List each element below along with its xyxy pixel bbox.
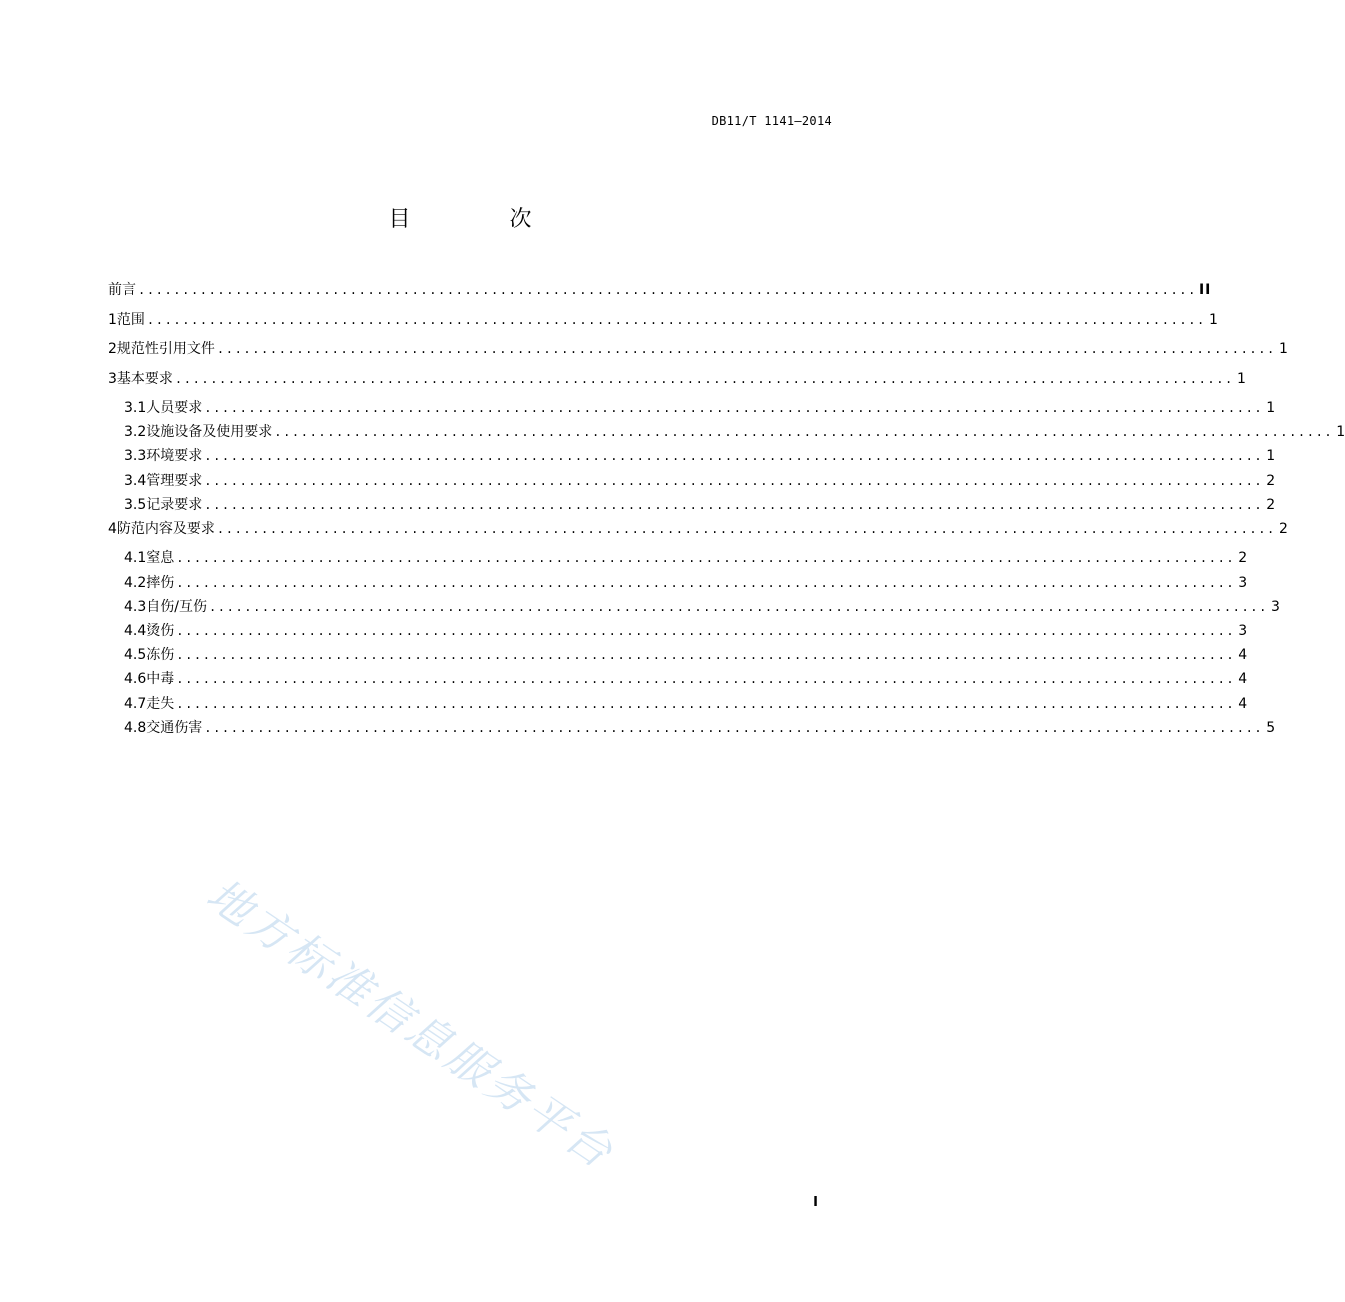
toc-entry-label: 冻伤: [146, 647, 175, 664]
toc-entry-page: 1: [1336, 424, 1345, 441]
toc-leader-dots: ........................................................................................................................: [208, 599, 1268, 614]
toc-entry-label: 记录要求: [146, 496, 203, 513]
toc-leader-dots: ........................................................................................................................: [204, 473, 1264, 488]
watermark-text: 地方标准信息服务平台: [197, 869, 624, 1180]
toc-entry-number: 4.4: [124, 623, 147, 639]
toc-entry-page: 2: [1238, 550, 1248, 567]
toc-entry-label: 自伤/互伤: [146, 598, 207, 615]
toc-entry-label: 窒息: [146, 550, 175, 567]
toc-entry-page: 3: [1271, 598, 1280, 615]
toc-leader-dots: ........................................................................................................................: [204, 449, 1264, 464]
toc-entry-number: 1: [108, 311, 117, 328]
page-number: I: [813, 1195, 818, 1210]
toc-entry-label: 管理要求: [146, 472, 203, 489]
toc-entry[interactable]: [108, 279, 1212, 309]
toc-entry-label: 设施设备及使用要求: [146, 424, 273, 441]
document-code: DB11/T 1141—2014: [711, 114, 832, 128]
toc-entry-label: 中毒: [146, 671, 175, 688]
table-of-contents: [108, 279, 1345, 741]
toc-title: 目 次: [388, 207, 578, 232]
toc-leader-dots: ........................................................................................................................: [216, 521, 1276, 536]
toc-entry[interactable]: [108, 693, 1248, 717]
toc-entry-page: 1: [1266, 448, 1276, 465]
toc-entry-label: 交通伤害: [146, 719, 203, 736]
toc-entry-number: 3.5: [124, 496, 147, 513]
toc-entry[interactable]: [108, 518, 1288, 548]
toc-entry[interactable]: [108, 596, 1280, 620]
toc-entry[interactable]: [108, 470, 1276, 494]
toc-entry-page: 3: [1238, 623, 1248, 639]
toc-entry-number: 4.5: [124, 647, 147, 664]
toc-entry-number: 4.3: [124, 598, 147, 615]
toc-entry-page: 1: [1278, 341, 1288, 357]
toc-leader-dots: ........................................................................................................................: [216, 342, 1276, 356]
toc-leader-dots: ........................................................................................................................: [176, 696, 1236, 711]
toc-leader-dots: ........................................................................................................................: [274, 425, 1334, 440]
toc-entry-number: 3.4: [124, 472, 147, 489]
toc-entry-number: 2: [108, 341, 117, 357]
toc-entry-number: 4.1: [124, 550, 147, 567]
toc-entry-page: 1: [1208, 311, 1218, 328]
toc-entry-label: 前言: [108, 282, 136, 298]
toc-entry-page: 5: [1266, 719, 1276, 736]
toc-entry-number: 4.6: [124, 671, 147, 688]
toc-entry-label: 防范内容及要求: [116, 520, 215, 537]
toc-entry-label: 规范性引用文件: [116, 341, 215, 357]
toc-entry[interactable]: [108, 445, 1276, 469]
toc-leader-dots: ........................................................................................................................: [204, 720, 1264, 735]
toc-entry-page: 1: [1266, 400, 1276, 416]
toc-entry-number: 3.3: [124, 448, 147, 465]
toc-entry-page: 1: [1236, 370, 1246, 387]
toc-entry-number: 4.7: [124, 695, 147, 712]
toc-entry-label: 人员要求: [146, 400, 203, 416]
toc-entry[interactable]: [108, 309, 1218, 339]
toc-entry-label: 摔伤: [146, 574, 175, 591]
toc-leader-dots: ........................................................................................................................: [204, 401, 1264, 415]
toc-entry[interactable]: [108, 494, 1276, 518]
toc-leader-dots: ........................................................................................................................: [176, 551, 1236, 566]
toc-entry-number: 3: [108, 370, 117, 387]
toc-leader-dots: ........................................................................................................................: [176, 624, 1236, 638]
toc-leader-dots: ........................................................................................................................: [176, 672, 1236, 687]
toc-entry[interactable]: [108, 421, 1345, 445]
toc-entry[interactable]: [108, 547, 1248, 571]
toc-entry-label: 烫伤: [146, 623, 175, 639]
toc-entry[interactable]: [108, 620, 1248, 644]
toc-leader-dots: ........................................................................................................................: [204, 497, 1264, 512]
toc-entry-page: 3: [1238, 574, 1248, 591]
toc-entry[interactable]: [108, 644, 1248, 668]
toc-leader-dots: ........................................................................................................................: [146, 312, 1206, 327]
toc-entry-page: 4: [1238, 695, 1248, 712]
toc-leader-dots: ........................................................................................................................: [176, 648, 1236, 663]
toc-entry-label: 基本要求: [116, 370, 173, 387]
toc-entry[interactable]: [108, 368, 1246, 398]
toc-entry-number: 3.2: [124, 424, 147, 441]
toc-leader-dots: ........................................................................................................................: [138, 283, 1197, 297]
toc-entry[interactable]: [108, 668, 1248, 692]
toc-entry-page: 4: [1238, 647, 1248, 664]
toc-entry-number: 3.1: [124, 400, 147, 416]
toc-entry-label: 范围: [116, 311, 145, 328]
toc-leader-dots: ........................................................................................................................: [176, 575, 1236, 590]
toc-entry-page: 2: [1278, 520, 1288, 537]
toc-entry-number: 4: [108, 520, 117, 537]
toc-entry[interactable]: [108, 717, 1276, 741]
toc-entry-number: 4.2: [124, 574, 147, 591]
toc-entry[interactable]: [108, 397, 1276, 421]
toc-entry-label: 走失: [146, 695, 175, 712]
toc-entry[interactable]: [108, 338, 1288, 368]
toc-entry-page: 4: [1238, 671, 1248, 688]
toc-entry-number: 4.8: [124, 719, 147, 736]
toc-entry-page: 2: [1266, 496, 1276, 513]
toc-entry[interactable]: [108, 572, 1248, 596]
toc-entry-label: 环境要求: [146, 448, 203, 465]
toc-entry-page: II: [1198, 282, 1212, 298]
toc-entry-page: 2: [1266, 472, 1276, 489]
toc-leader-dots: ........................................................................................................................: [174, 371, 1234, 386]
